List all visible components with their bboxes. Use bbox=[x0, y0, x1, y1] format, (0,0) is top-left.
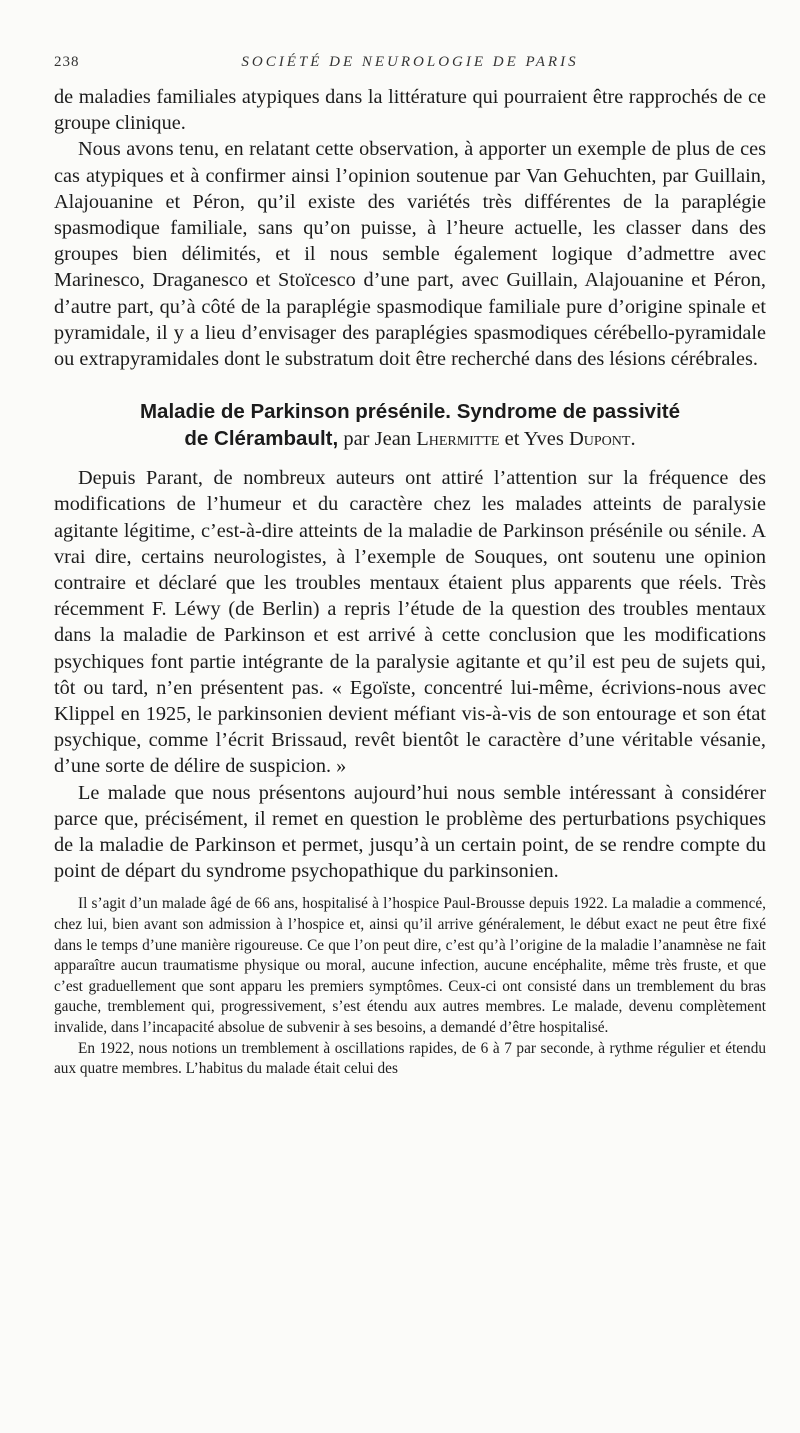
article-byline-end: . bbox=[630, 428, 636, 451]
article-title-line-1: Maladie de Parkinson présénile. Syndrome de passivité bbox=[139, 400, 681, 424]
article-paragraph-1: Depuis Parant, de nombreux auteurs ont attiré l’attention sur la fréquence des modifications de l’humeur et du caractère chez les malades atteints de paralysie agitante légitime, c’est-à-dire atteints de la maladie de Parkinson présénile ou sénile. A vrai dire, certains neurologistes, à l’exemple de Souques, ont soutenu une opinion contraire et déclaré que les troubles mentaux étaient plus apparents que réels. Très récemment F. Léwy (de Berlin) a repris l’étude de la question des troubles mentaux dans la maladie de Parkinson et est arrivé à cette conclusion que les modifications psychiques font partie intégrante de la paralysie agitante et qu’il est peu de sujets qui, tôt ou tard, n’en présentent pas. « Egoïste, concentré lui-même, écrivions-nous avec Klippel en 1925, le parkinsonien devient méfiant vis-à-vis de son entourage et son état psychique, comme l’écrit Brissaud, revêt bientôt le caractère d’une véritable vésanie, d’une sorte de délire de suspicion. » bbox=[54, 467, 766, 778]
author-2: Dupont bbox=[568, 428, 631, 451]
prev-article-paragraph-2: Nous avons tenu, en relatant cette observation, à apporter un exemple de plus de ces cas atypiques et à confirmer ainsi l’opinion soutenue par Van Gehuchten, par Guillain, Alajouanine et Péron, qu’il existe des variétés très différentes de la paraplégie spasmodique familiale, sans qu’on puisse, à l’heure actuelle, les classer dans des groupes bien délimités, et il nous semble également logique d’admettre avec Marinesco, Draganesco et Stoïcesco d’une part, avec Guillain, Alajouanine et Péron, d’autre part, qu’à côté de la paraplégie spasmodique familiale pure d’origine spinale et pyramidale, il y a lieu d’envisager des paraplégies spasmodiques cérébello-pyramidale ou extrapyramidales dont le substratum doit être recherché dans des lésions cérébrales. bbox=[54, 138, 766, 371]
page bbox=[54, 54, 766, 1080]
prev-article-paragraph-1: de maladies familiales atypiques dans la littérature qui pourraient être rapprochés de ce groupe clinique. bbox=[54, 86, 766, 135]
case-report-paragraph-1: Il s’agit d’un malade âgé de 66 ans, hospitalisé à l’hospice Paul-Brousse depuis 1922. La maladie a commencé, chez lui, bien avant son admission à l’hospice et, ainsi qu’il arrive généralement, le début exact ne peut être fixé dans le temps d’une manière rigoureuse. Ce que l’on peut dire, c’est qu’à l’origine de la maladie l’anamnèse ne fait apparaître aucun traumatisme physique ou moral, aucune infection, aucune encéphalite, même très fruste, et que c’est graduellement que sont apparu les premiers symptômes. Ceux-ci ont consisté dans un tremblement du bras gauche, tremblement qui, progressivement, s’est étendu aux autres membres. Le malade, devenu complètement invalide, dans l’incapacité absolue de subvenir à ses besoins, a demandé d’être hospitalisé. bbox=[54, 895, 766, 1037]
case-report-paragraph-2: En 1922, nous notions un tremblement à oscillations rapides, de 6 à 7 par seconde, à rythme régulier et étendu aux quatre membres. L’habitus du malade était celui des bbox=[54, 1039, 766, 1078]
case-report bbox=[54, 894, 766, 1079]
running-title: SOCIÉTÉ DE NEUROLOGIE DE PARIS bbox=[241, 54, 579, 70]
author-1: Lhermitte bbox=[416, 428, 500, 451]
article-byline-and: et Yves bbox=[499, 428, 569, 451]
page-number: 238 bbox=[54, 54, 80, 70]
article-title-line-2-text: de Clérambault, bbox=[184, 427, 339, 451]
article-paragraph-2: Le malade que nous présentons aujourd’hui nous semble intéressant à considérer parce que, précisément, il remet en question le problème des perturbations psychiques de la maladie de Parkinson et permet, jusqu’à un certain point, de se rendre compte du point de départ du syndrome psychopathique du parkinsonien. bbox=[54, 781, 766, 883]
article-byline-par: par Jean bbox=[338, 428, 417, 451]
running-head bbox=[54, 54, 766, 84]
article-title-line-2 bbox=[54, 425, 766, 453]
article-title bbox=[54, 398, 766, 453]
